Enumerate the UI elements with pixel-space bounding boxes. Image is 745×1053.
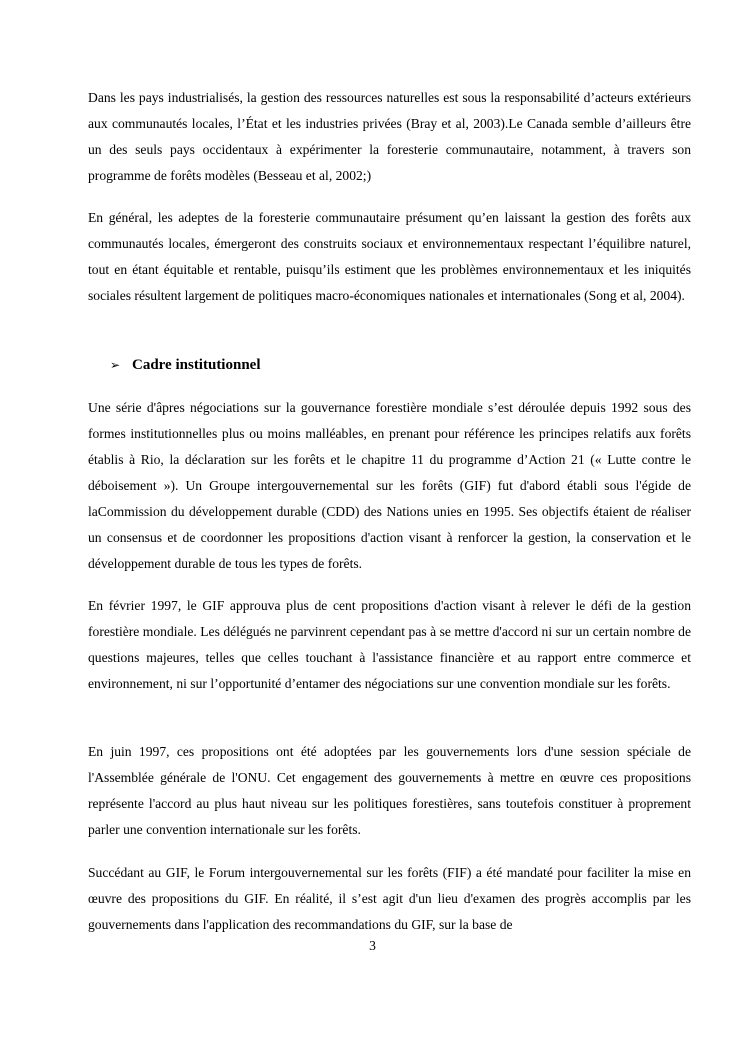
paragraph-2: En général, les adeptes de la foresterie communautaire présument qu’en laissant la gestion des forêts aux communautés locales, émergeront des construits sociaux et environnementaux respectant l’équilibre naturel, tout en étant équitable et rentable, puisqu’ils estiment que les problèmes environnementaux et les iniquités sociales résultent largement de politiques macro-économiques nationales et internationales (Song et al, 2004). bbox=[88, 210, 691, 303]
arrow-bullet-icon: ➢ bbox=[110, 358, 121, 372]
section-heading-text: Cadre institutionnel bbox=[132, 356, 261, 373]
paragraph-4: En février 1997, le GIF approuva plus de cent propositions d'action visant à relever le défi de la gestion forestière mondiale. Les délégués ne parvinrent cependant pas à se mettre d'accord ni sur un certain nombre de questions majeures, telles que celles touchant à l'assistance financière et au rapport entre commerce et environnement, ni sur l’opportunité d’entamer des négociations sur une convention mondiale sur les forêts. bbox=[88, 598, 691, 691]
section-heading bbox=[110, 352, 261, 378]
paragraph-3: Une série d'âpres négociations sur la gouvernance forestière mondiale s’est déroulée depuis 1992 sous des formes institutionnelles plus ou moins malléables, en prenant pour référence les principes relatifs aux forêts établis à Rio, la déclaration sur les forêts et le chapitre 11 du programme d’Action 21 (« Lutte contre le déboisement »). Un Groupe intergouvernemental sur les forêts (GIF) fut d'abord établi sous l'égide de laCommission du développement durable (CDD) des Nations unies en 1995. Ses objectifs étaient de réaliser un consensus et de coordonner les propositions d'action visant à renforcer la gestion, la conservation et le développement durable de tous les types de forêts. bbox=[88, 400, 691, 571]
paragraph-1: Dans les pays industrialisés, la gestion des ressources naturelles est sous la responsabilité d’acteurs extérieurs aux communautés locales, l’État et les industries privées (Bray et al, 2003).Le Canada semble d’ailleurs être un des seuls pays occidentaux à expérimenter la foresterie communautaire, notamment, à travers son programme de forêts modèles (Besseau et al, 2002;) bbox=[88, 90, 691, 183]
paragraph-6: Succédant au GIF, le Forum intergouvernemental sur les forêts (FIF) a été mandaté pour faciliter la mise en œuvre des propositions du GIF. En réalité, il s’est agit d'un lieu d'examen des progrès accomplis par les gouvernements dans l'application des recommandations du GIF, sur la base de bbox=[88, 865, 691, 932]
paragraph-5: En juin 1997, ces propositions ont été adoptées par les gouvernements lors d'une session spéciale de l'Assemblée générale de l'ONU. Cet engagement des gouvernements à mettre en œuvre ces propositions représente l'accord au plus haut niveau sur les politiques forestières, sans toutefois constituer à proprement parler une convention internationale sur les forêts. bbox=[88, 744, 691, 837]
page-number: 3 bbox=[369, 938, 376, 953]
